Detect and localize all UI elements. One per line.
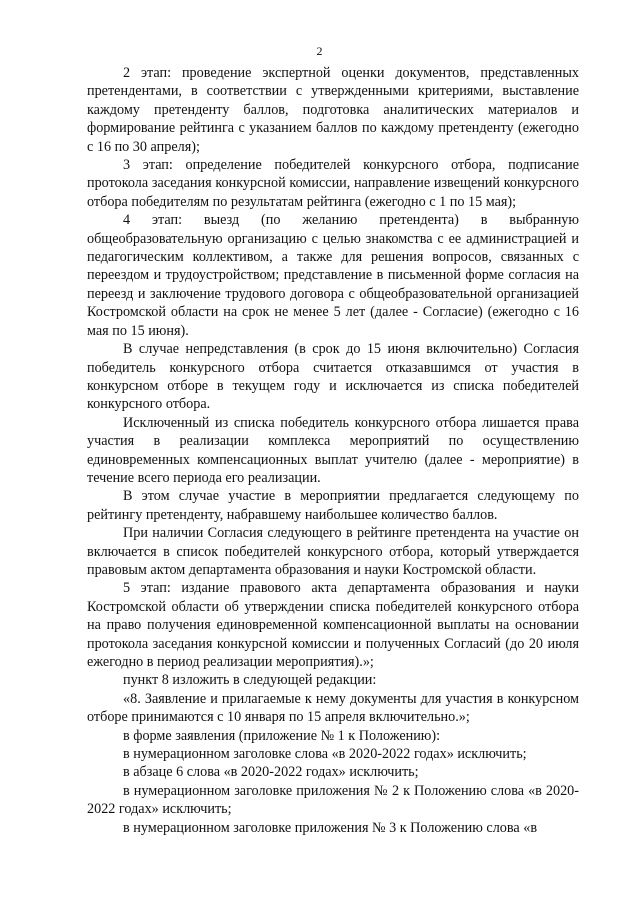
paragraph-appendix-2-edit: в нумерационном заголовке приложения № 2 к Положению слова «в 2020-2022 годах» исключить; xyxy=(87,782,579,818)
paragraph-appendix-3-edit: в нумерационном заголовке приложения № 3 к Положению слова «в xyxy=(123,819,538,836)
paragraph-point-8-intro: пункт 8 изложить в следующей редакции: xyxy=(123,672,377,689)
paragraph-application-form: в форме заявления (приложение № 1 к Положению): xyxy=(123,727,441,744)
paragraph-stage-5: 5 этап: издание правового акта департамента образования и науки Костромской области об утверждении списка победителей конкурсного отбора на право получения единовременной компенсационной выплаты на основании протокола заседания конкурсной комиссии и полученных Согласий (до 20 июля ежегодно в период реализации мероприятия).»; xyxy=(87,580,579,670)
document-body xyxy=(87,64,579,837)
paragraph-consent-inclusion: При наличии Согласия следующего в рейтинге претендента на участие он включается в список победителей конкурсного отбора, который утверждается правовым актом департамента образования и науки Костромской области. xyxy=(87,525,579,578)
paragraph-stage-2: 2 этап: проведение экспертной оценки документов, представленных претендентами, в соответствии с утвержденными критериями, выставление каждому претенденту баллов, подготовка аналитических материалов и формирование рейтинга с указанием баллов по каждому претенденту (ежегодно с 16 по 30 апреля); xyxy=(87,65,579,155)
paragraph-paragraph-6-edit: в абзаце 6 слова «в 2020-2022 годах» исключить; xyxy=(123,764,419,781)
page-number: 2 xyxy=(316,44,323,58)
paragraph-excluded-winner: Исключенный из списка победитель конкурсного отбора лишается права участия в реализации комплекса мероприятий по осуществлению единовременных компенсационных выплат учителю (далее - мероприятие) в течение всего периода его реализации. xyxy=(87,414,579,486)
paragraph-stage-4: 4 этап: выезд (по желанию претендента) в выбранную общеобразовательную организацию с целью знакомства с ее администрацией и педагогическим коллективом, а также для решения вопросов, связанных с переездом и трудоустройством; представление в письменной форме согласия на переезд и заключение трудового договора с общеобразовательной организацией Костромской области на срок не менее 5 лет (далее - Согласие) (ежегодно с 16 мая по 15 июня). xyxy=(87,212,579,339)
paragraph-stage-3: 3 этап: определение победителей конкурсного отбора, подписание протокола заседания конкурсной комиссии, направление извещений конкурсного отбора победителям по результатам рейтинга (ежегодно с 1 по 15 мая); xyxy=(87,157,579,210)
paragraph-heading-edit: в нумерационном заголовке слова «в 2020-2022 годах» исключить; xyxy=(123,746,527,763)
paragraph-next-candidate: В этом случае участие в мероприятии предлагается следующему по рейтингу претенденту, набравшему наибольшее количество баллов. xyxy=(87,488,579,523)
paragraph-non-submission: В случае непредставления (в срок до 15 июня включительно) Согласия победитель конкурсного отбора считается отказавшимся от участия в конкурсном отборе в текущем году и исключается из списка победителей конкурсного отбора. xyxy=(87,341,579,413)
paragraph-point-8-text: «8. Заявление и прилагаемые к нему документы для участия в конкурсном отборе принимаются с 10 января по 15 апреля включительно.»; xyxy=(87,690,579,726)
